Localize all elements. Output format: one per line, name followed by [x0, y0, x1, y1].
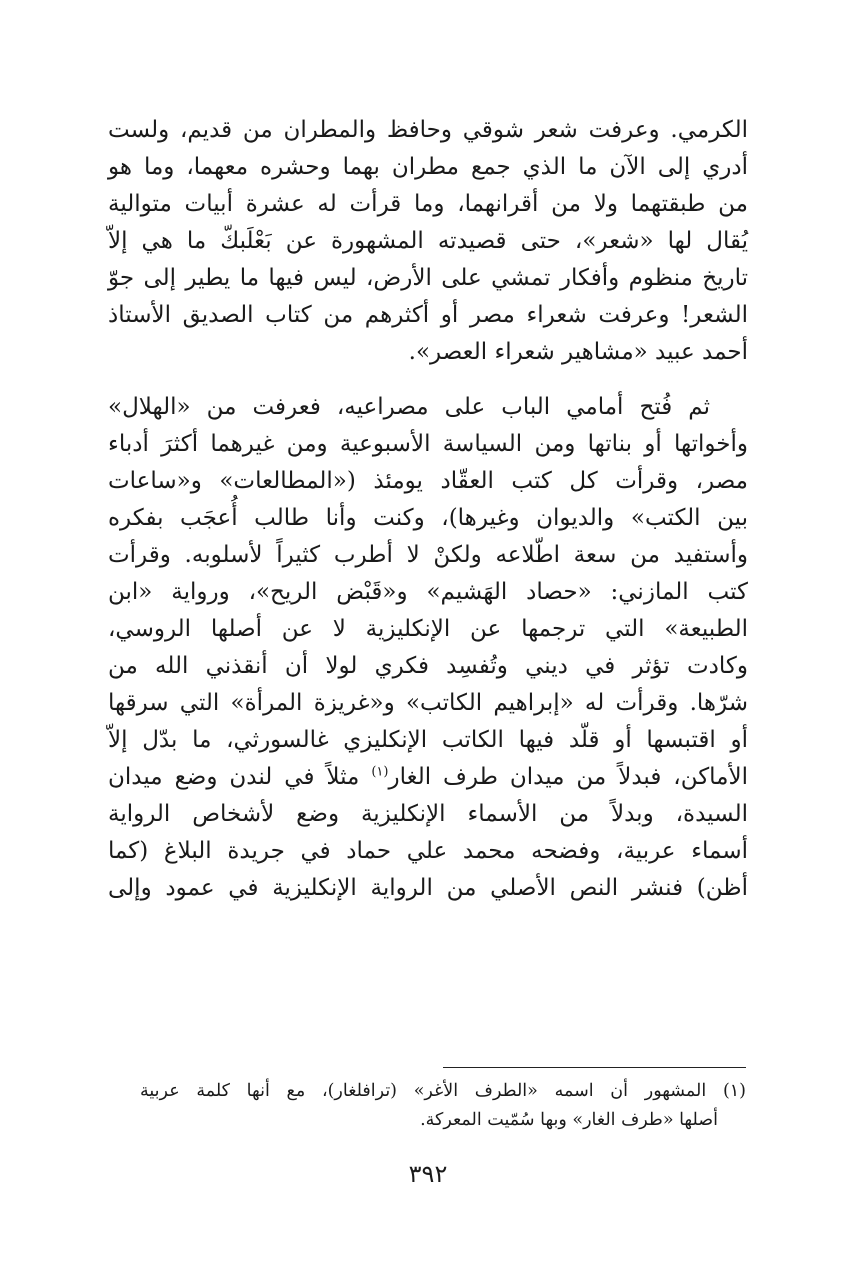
text-line: الشعر! وعرفت شعراء مصر أو أكثرهم من كتاب الصديق الأستاذ [108, 302, 748, 328]
text-line: أظن) فنشر النص الأصلي من الرواية الإنكليزية في عمود وإلى [108, 875, 748, 901]
text-line: السيدة، وبدلاً من الأسماء الإنكليزية وضع لأشخاص الرواية [108, 801, 748, 827]
book-page-body [108, 112, 748, 907]
text-line: وأخواتها أو بناتها ومن السياسة الأسبوعية ومن غيرهما أكثرَ أدباء [108, 431, 748, 457]
text-line: أسماء عربية، وفضحه محمد علي حماد في جريدة البلاغ (كما [108, 838, 748, 864]
text-fragment: مثلاً في لندن وضع ميدان [108, 764, 372, 790]
paragraph-1 [108, 112, 748, 371]
text-line-with-footnote [108, 759, 748, 796]
text-line: أحمد عبيد «مشاهير شعراء العصر». [408, 339, 748, 365]
text-line: أو اقتبسها أو قلّد فيها الكاتب الإنكليزي غالسورثي، ما بدّل إلاّ [108, 727, 748, 753]
text-line: تاريخ منظوم وأفكار تمشي على الأرض، ليس فيها ما يطير إلى جوّ [108, 265, 748, 291]
text-line: الطبيعة» التي ترجمها عن الإنكليزية لا عن أصلها الروسي، [108, 616, 748, 642]
footnote-line: أصلها «طرف الغار» وبها سُمّيت المعركة. [420, 1110, 718, 1130]
text-line: وأستفيد من سعة اطّلاعه ولكنْ لا أطرب كثيراً لأسلوبه. وقرأت [108, 542, 748, 568]
paragraph-2 [108, 389, 748, 907]
text-line: ثم فُتح أمامي الباب على مصراعيه، فعرفت من «الهلال» [108, 394, 710, 420]
text-line: مصر، وقرأت كل كتب العقّاد يومئذ («المطالعات» و«ساعات [108, 468, 748, 494]
text-line: وكادت تؤثر في ديني وتُفسِد فكري لولا أن أنقذني الله من [108, 653, 748, 679]
page-number: ٣٩٢ [408, 1160, 448, 1188]
text-line: من طبقتهما ولا من أقرانهما، وما قرأت له عشرة أبيات متوالية [108, 191, 748, 217]
text-line: كتب المازني: «حصاد الهَشيم» و«قَبْض الريح»، ورواية «ابن [108, 579, 748, 605]
text-line: يُقال لها «شعر»، حتى قصيدته المشهورة عن بَعْلَبكّ ما هي إلاّ [108, 228, 748, 254]
footnote-separator [443, 1067, 746, 1068]
text-line: الكرمي. وعرفت شعر شوقي وحافظ والمطران من قديم، ولست [108, 117, 748, 143]
text-fragment: الأماكن، فبدلاً من ميدان طرف الغار [388, 764, 748, 790]
footnotes [140, 1077, 746, 1135]
text-line: بين الكتب» والديوان وغيرها)، وكنت وأنا طالب أُعجَب بفكره [108, 505, 748, 531]
footnote-line: (١) المشهور أن اسمه «الطرف الأغر» (ترافلغار)، مع أنها كلمة عربية [140, 1081, 746, 1101]
text-line: أدري إلى الآن ما الذي جمع مطران بهما وحشره معهما، وما هو [108, 154, 748, 180]
footnote-reference[interactable]: (١) [371, 764, 389, 780]
text-line: شرّها. وقرأت له «إبراهيم الكاتب» و«غريزة المرأة» التي سرقها [108, 690, 748, 716]
